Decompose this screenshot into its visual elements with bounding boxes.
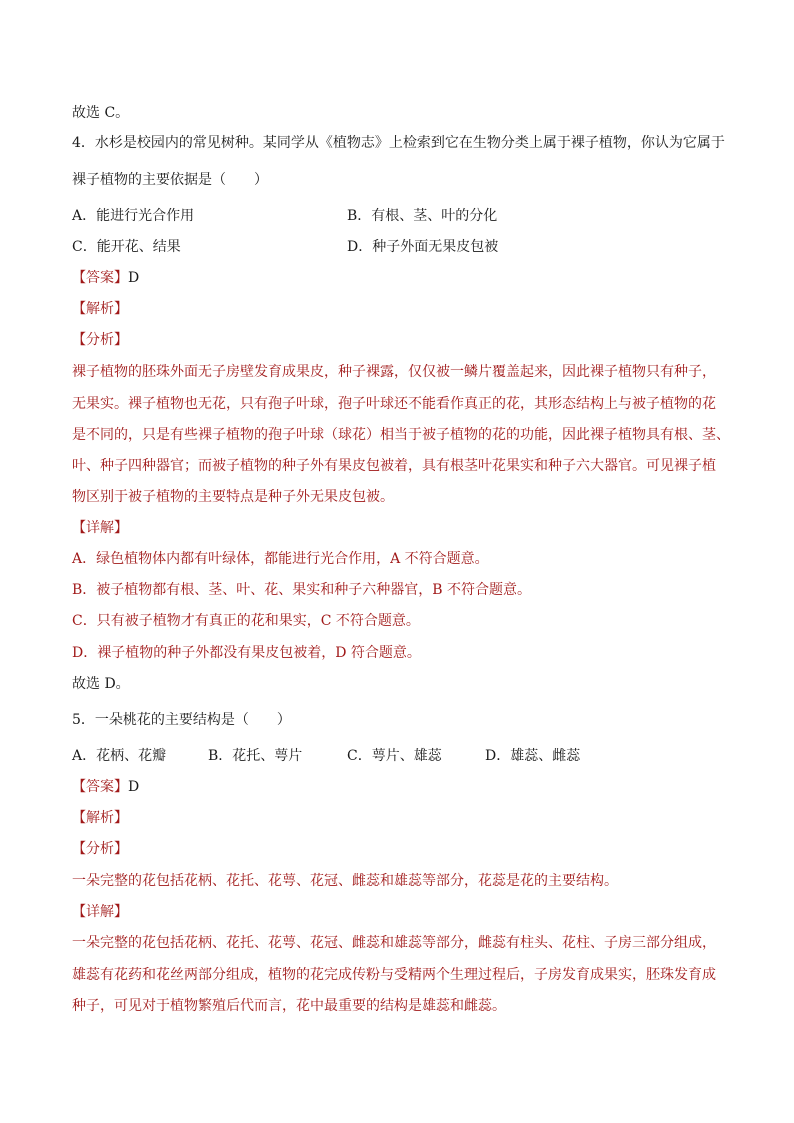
answer-value: D	[128, 270, 140, 286]
q4-stem-line1: 4．水杉是校园内的常见树种。某同学从《植物志》上检索到它在生物分类上属于裸子植物，你认为它属于	[72, 135, 725, 151]
q5-detail-line: 雄蕊有花药和花丝两部分组成，植物的花完成传粉与受精两个生理过程后，子房发育成果实，胚珠发育成	[72, 967, 716, 983]
q5-detail-line: 一朵完整的花包括花柄、花托、花萼、花冠、雌蕊和雄蕊等部分，雌蕊有柱头、花柱、子房三部分组成，	[72, 935, 716, 951]
q4-detail-line: B．被子植物都有根、茎、叶、花、果实和种子六种器官，B 不符合题意。	[72, 582, 532, 598]
q5-analysis-line: 一朵完整的花包括花柄、花托、花萼、花冠、雌蕊和雄蕊等部分，花蕊是花的主要结构。	[72, 873, 618, 889]
q4-stem-line2: 裸子植物的主要依据是（ ）	[72, 172, 268, 188]
q5-jiexi-tag: 【解析】	[72, 810, 128, 826]
q5-option-c: C．萼片、雄蕊	[347, 748, 442, 764]
answer-value: D	[128, 779, 140, 795]
answer-tag: 【答案】	[72, 270, 128, 286]
q4-option-a: A．能进行光合作用	[72, 208, 195, 224]
q4-option-c: C．能开花、结果	[72, 239, 181, 255]
q5-fenxi-tag: 【分析】	[72, 841, 128, 857]
q5-option-b: B．花托、萼片	[208, 748, 303, 764]
q4-conclusion: 故选 D。	[72, 676, 130, 692]
q4-detail-line: A．绿色植物体内都有叶绿体，都能进行光合作用，A 不符合题意。	[72, 551, 489, 567]
q5-answer	[72, 777, 734, 797]
q4-jiexi-tag: 【解析】	[72, 301, 128, 317]
q5-option-d: D．雄蕊、雌蕊	[485, 748, 581, 764]
q5-detail-line: 种子，可见对于植物繁殖后代而言，花中最重要的结构是雄蕊和雌蕊。	[72, 998, 506, 1014]
answer-tag: 【答案】	[72, 779, 128, 795]
q4-analysis-line: 物区别于被子植物的主要特点是种子外无果皮包被。	[72, 489, 394, 505]
q4-xiangjie-tag: 【详解】	[72, 520, 128, 536]
q5-xiangjie-tag: 【详解】	[72, 904, 128, 920]
q4-analysis-line: 裸子植物的胚珠外面无子房壁发育成果皮，种子裸露，仅仅被一鳞片覆盖起来，因此裸子植物只有种子，	[72, 364, 716, 380]
q3-conclusion: 故选 C。	[72, 105, 130, 121]
q4-fenxi-tag: 【分析】	[72, 332, 128, 348]
q4-answer	[72, 268, 734, 288]
q4-option-d: D．种子外面无果皮包被	[347, 239, 499, 255]
q4-detail-line: C．只有被子植物才有真正的花和果实，C 不符合题意。	[72, 613, 420, 629]
q4-option-b: B．有根、茎、叶的分化	[347, 208, 498, 224]
q5-stem: 5．一朵桃花的主要结构是（ ）	[72, 712, 291, 728]
q4-analysis-line: 是不同的，只是有些裸子植物的孢子叶球（球花）相当于被子植物的花的功能，因此裸子植物具有根、茎、	[72, 427, 730, 443]
q4-analysis-line: 叶、种子四种器官；而被子植物的种子外有果皮包被着，具有根茎叶花果实和种子六大器官。可见裸子植	[72, 458, 716, 474]
q5-option-a: A．花柄、花瓣	[72, 748, 167, 764]
q4-analysis-line: 无果实。裸子植物也无花，只有孢子叶球，孢子叶球还不能看作真正的花，其形态结构上与被子植物的花	[72, 396, 716, 412]
q4-detail-line: D．裸子植物的种子外都没有果皮包被着，D 符合题意。	[72, 645, 421, 661]
